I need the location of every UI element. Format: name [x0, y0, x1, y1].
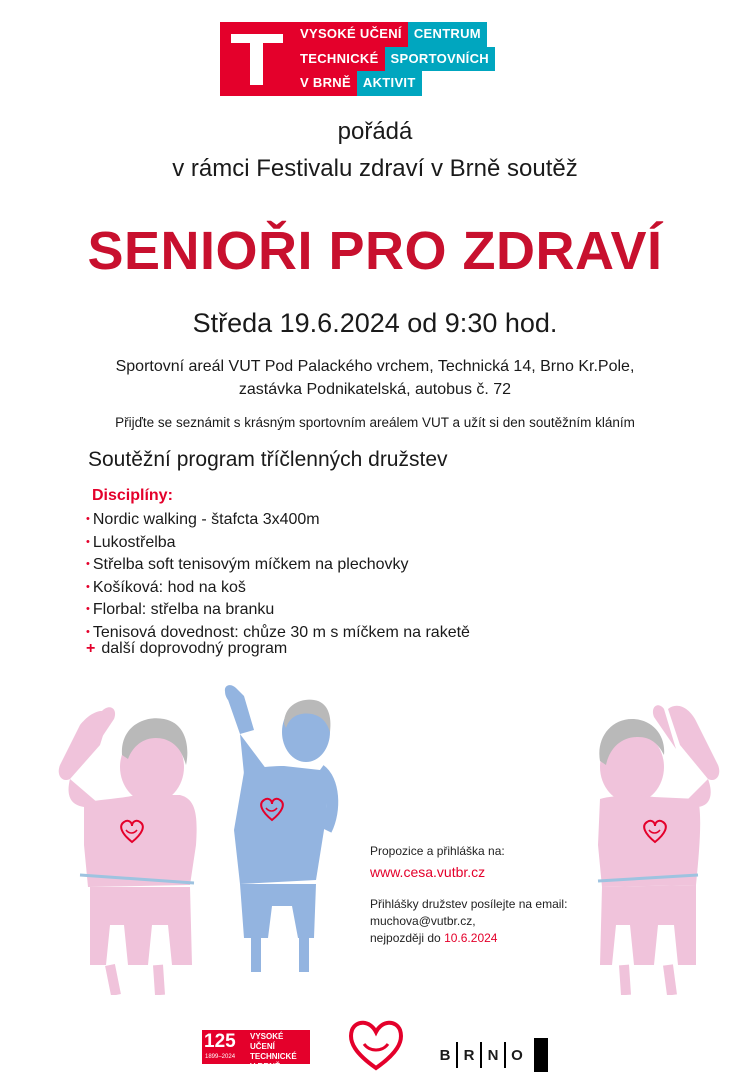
- anniv-line: TECHNICKÉ: [250, 1052, 297, 1061]
- bullet-icon: •: [86, 625, 90, 638]
- deadline-line: nejpozději do 10.6.2024: [370, 931, 498, 945]
- disciplines-title: Disciplíny:: [92, 487, 173, 504]
- extra-program: + další doprovodný program: [86, 640, 288, 657]
- logo-row: [294, 71, 495, 96]
- event-title: SENIOŘI PRO ZDRAVÍ: [87, 221, 663, 281]
- bullet-icon: •: [86, 513, 90, 525]
- list-item: • Střelba soft tenisovým míčkem na plechovky: [86, 556, 409, 574]
- info-label-1: Propozice a přihláška na:: [370, 844, 505, 858]
- event-date: Středa 19.6.2024 od 9:30 hod.: [192, 308, 558, 338]
- senior-woman-right-figure: [588, 695, 748, 995]
- deadline-date: 10.6.2024: [444, 931, 498, 945]
- plus-icon: +: [86, 640, 96, 657]
- vut-125-logo: [202, 1030, 310, 1071]
- logo-text-red: TECHNICKÉ: [294, 47, 385, 72]
- logo-text-cyan: SPORTOVNÍCH: [385, 47, 495, 72]
- info-label-2: Přihlášky družstev posílejte na email:: [370, 897, 568, 911]
- bullet-icon: •: [86, 603, 90, 616]
- intro-line-1: pořádá: [337, 118, 413, 145]
- anniv-line: V BRNĚ: [250, 1062, 281, 1071]
- logo-text-cyan: CENTRUM: [408, 22, 487, 47]
- disciplines-list: [86, 508, 470, 644]
- vut-t-icon: [220, 22, 294, 96]
- senior-man-middle-figure: [210, 680, 340, 980]
- logo-row: [294, 22, 495, 47]
- anniversary-years: 1899–2024: [205, 1054, 236, 1060]
- venue-line-2: zastávka Podnikatelská, autobus č. 72: [238, 381, 512, 398]
- contact-email[interactable]: muchova@vutbr.cz,: [370, 914, 476, 928]
- brno-logo: [434, 1038, 548, 1072]
- brno-letter: B: [439, 1046, 451, 1064]
- invite-text: Přijďte se seznámit s krásným sportovním areálem VUT a užít si den soutěžním kláním: [115, 415, 635, 430]
- senior-woman-left-figure: [40, 695, 200, 995]
- list-item: • Nordic walking - štafcta 3x400m: [86, 511, 320, 528]
- logo-text-cyan: AKTIVIT: [357, 71, 422, 96]
- anniversary-number: 125: [204, 1031, 236, 1052]
- brno-letter: N: [487, 1046, 499, 1064]
- bullet-icon: •: [86, 535, 90, 548]
- list-item: • Košíková: hod na koš: [86, 578, 246, 596]
- list-item: • Lukostřelba: [86, 533, 176, 551]
- website-link[interactable]: www.cesa.vutbr.cz: [370, 864, 486, 880]
- vut-logo: [220, 22, 536, 96]
- program-title: Soutěžní program tříčlenných družstev: [88, 448, 448, 471]
- anniv-line: VYSOKÉ UČENÍ: [250, 1032, 284, 1051]
- brno-letter: O: [511, 1046, 523, 1064]
- list-item: • Tenisová dovednost: chůze 30 m s míčkem na raketě: [86, 623, 470, 641]
- bullet-icon: •: [86, 580, 90, 593]
- brno-letter: R: [463, 1046, 475, 1064]
- venue-line-1: Sportovní areál VUT Pod Palackého vrchem, Technická 14, Brno Kr.Pole,: [115, 358, 635, 375]
- logo-text-red: VYSOKÉ UČENÍ: [294, 22, 408, 47]
- intro-line-2: v rámci Festivalu zdraví v Brně soutěž: [172, 155, 578, 182]
- festival-heart-logo-icon: [346, 1018, 406, 1074]
- list-item: • Florbal: střelba na branku: [86, 601, 275, 619]
- bullet-icon: •: [86, 558, 90, 571]
- logo-text-red: V BRNĚ: [294, 71, 357, 96]
- logo-row: [294, 47, 495, 72]
